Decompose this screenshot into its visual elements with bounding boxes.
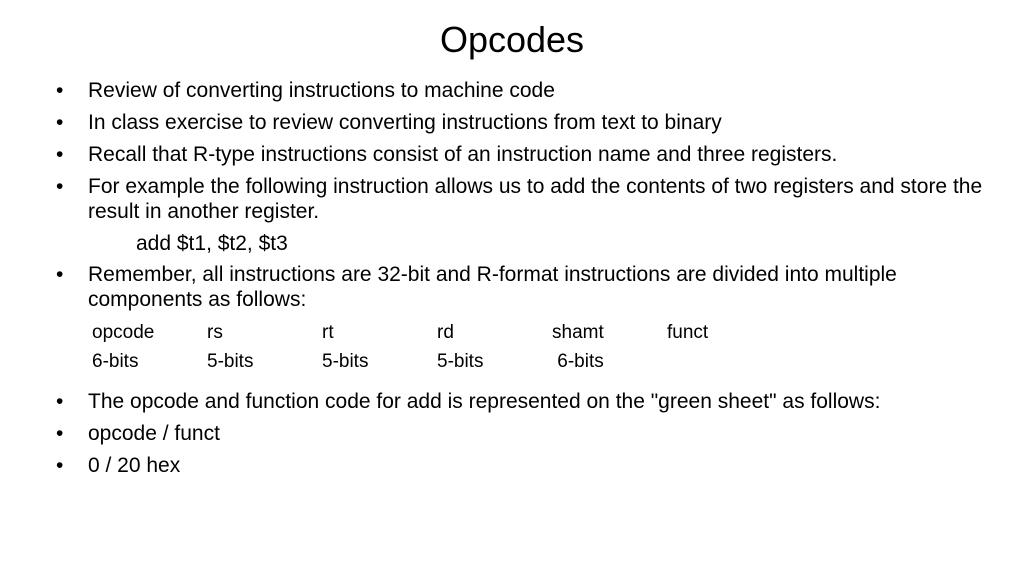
bullet-dot: • <box>56 263 64 286</box>
field-size-cell: 5-bits <box>322 351 369 372</box>
bullet-item <box>56 110 986 135</box>
bullet-text: The opcode and function code for add is represented on the "green sheet" as follows: <box>88 390 881 413</box>
field-size-cell: 6-bits <box>552 351 604 372</box>
bullet-text: opcode / funct <box>88 422 220 445</box>
bullet-text: For example the following instruction allows us to add the contents of two registers and store the result in another register. <box>88 175 983 223</box>
bullet-item <box>56 453 986 478</box>
bottom-bullets <box>56 389 986 478</box>
bullet-item <box>56 174 986 224</box>
bullet-dot: • <box>56 79 64 102</box>
bullet-dot: • <box>56 454 64 477</box>
field-size-cell: 5-bits <box>207 351 254 372</box>
bullet-dot: • <box>56 422 64 445</box>
field-name-cell: shamt <box>552 322 604 343</box>
bullet-text: Review of converting instructions to machine code <box>88 79 555 102</box>
bullet-dot: • <box>56 111 64 134</box>
bullet-item <box>56 421 986 446</box>
bullet-text: Recall that R-type instructions consist of an instruction name and three registers. <box>88 143 838 166</box>
r-format-table <box>92 319 986 377</box>
bullet-dot: • <box>56 143 64 166</box>
field-size-row <box>92 348 986 377</box>
field-name-cell: opcode <box>92 322 155 343</box>
field-size-cell: 5-bits <box>437 351 484 372</box>
field-name-cell: funct <box>667 322 709 343</box>
bullet-dot: • <box>56 390 64 413</box>
bullet-item <box>56 262 986 312</box>
field-name-cell: rs <box>207 322 223 343</box>
code-example: add $t1, $t2, $t3 <box>136 232 288 255</box>
bullet-text: 0 / 20 hex <box>88 454 181 477</box>
bullet-item <box>56 389 986 414</box>
bullet-item <box>56 142 986 167</box>
slide-body <box>56 78 986 485</box>
bullet-text: In class exercise to review converting instructions from text to binary <box>88 111 722 134</box>
field-name-row <box>92 319 986 348</box>
bullet-item <box>56 78 986 103</box>
field-name-cell: rt <box>322 322 334 343</box>
field-size-cell: 6-bits <box>92 351 139 372</box>
bullet-dot: • <box>56 175 64 198</box>
slide-title: Opcodes <box>439 19 585 60</box>
bullet-text: Remember, all instructions are 32-bit and R-format instructions are divided into multiple components as follows: <box>88 263 897 311</box>
field-name-cell: rd <box>437 322 454 343</box>
